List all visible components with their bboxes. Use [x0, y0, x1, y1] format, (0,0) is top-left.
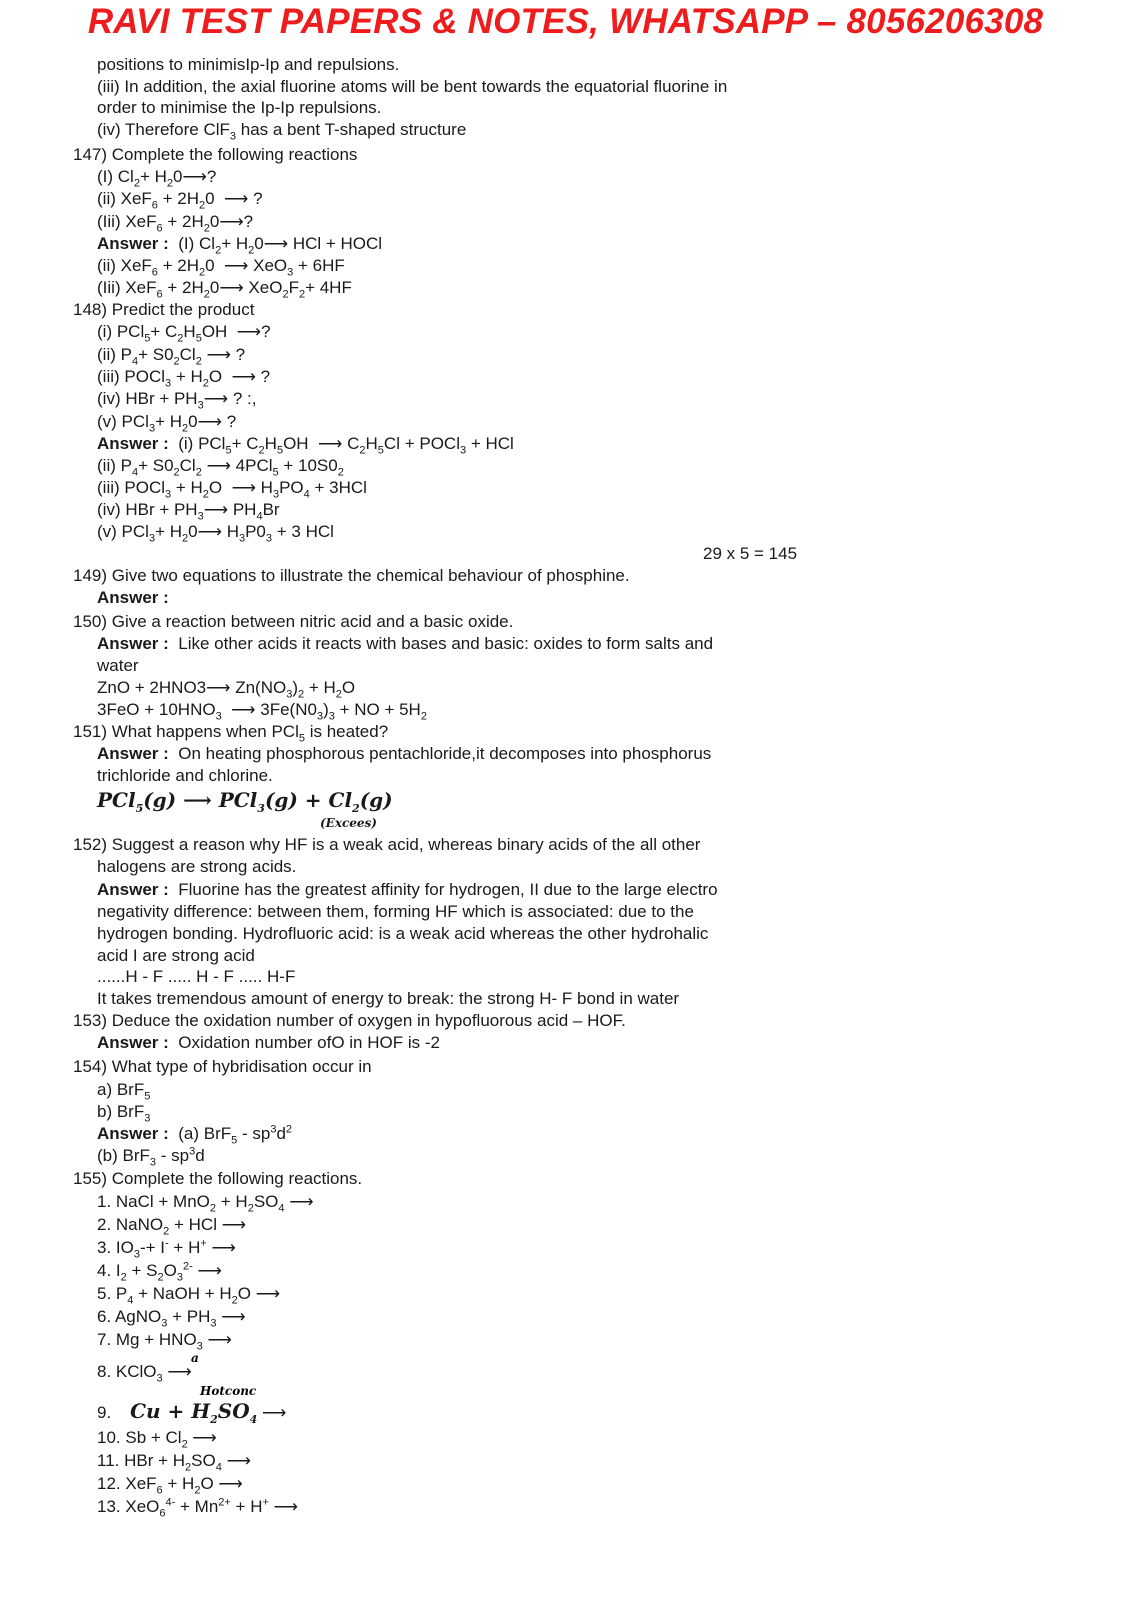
- equation-line: (b) $BrF_3 - sp^3d$: [97, 1145, 205, 1169]
- equation-line: a) BrF$_5$: [97, 1080, 151, 1103]
- text-line: order to minimise the Ip-Ip repulsions.: [97, 98, 382, 117]
- text-line: (iv) Therefore ClF$_3$ has a bent T-shaped structure: [97, 120, 467, 143]
- question-151: 151) What happens when PCl$_5$ is heated?: [73, 722, 389, 745]
- equation-line: (Iii) $XeF_6 + 2H_20⟶$ $XeO_2F_2+ 4HF$: [97, 278, 352, 301]
- equation-line: (i) $PCl_5+ C_2H_5OH$ ⟶?: [97, 322, 271, 345]
- question-148: 148) Predict the product: [73, 300, 255, 319]
- question-155: 155) Complete the following reactions.: [73, 1169, 363, 1188]
- answer-147: Answer : (I) $Cl_2+$ $H_20⟶$ HCl + HOCl: [97, 234, 383, 257]
- text-line: halogens are strong acids.: [97, 857, 297, 876]
- equation-line: 9. $Cu + H_2SO_4$ ⟶: [97, 1399, 287, 1426]
- arrow-condition: Hotconc: [200, 1384, 257, 1398]
- text-line: hydrogen bonding. Hydrofluoric acid: is a weak acid whereas the other hydrohalic: [97, 924, 709, 943]
- equation-line: (ii) $XeF_6 + 2H_20$ ⟶ ?: [97, 189, 263, 212]
- answer-label: Answer :: [97, 588, 169, 607]
- equation-line: $3FeO + 10HNO_3$ ⟶ $3Fe(N0_3)_3$ + NO + $5H_2$: [97, 700, 427, 723]
- equation-line: 13. $XeO_6^{4-} + Mn^{2+} + H^+$ ⟶: [97, 1496, 299, 1520]
- text-line: water: [97, 656, 139, 675]
- answer-150: Answer : Like other acids it reacts with bases and basic: oxides to form salts and: [97, 634, 714, 653]
- equation-line: PCl$_5$(g) ⟶ $PCl_3(g) + Cl_2(g)$: [97, 788, 393, 815]
- equation-line: (ii) $P_4+ S0_2Cl_2$ ⟶ $4PCl_5 + 10S0_2$: [97, 456, 344, 479]
- answer-154: Answer : (a) $BrF_5 - sp^3d^2$: [97, 1123, 293, 1147]
- score-total: 29 x 5 = 145: [703, 544, 798, 563]
- equation-line: 1. NaCl + $MnO_2 + H_2SO_4$ ⟶: [97, 1192, 314, 1215]
- equation-line: 4. $I_2 + S_2O_3^{2-}$ ⟶: [97, 1260, 222, 1284]
- equation-line: (v) $PCl_3+ H_20⟶$ ?: [97, 412, 237, 435]
- equation-line: b) BrF$_3$: [97, 1102, 151, 1125]
- answer-151: Answer : On heating phosphorous pentachloride,it decomposes into phosphorus: [97, 744, 712, 763]
- answer-153: Answer : Oxidation number ofO in HOF is -2: [97, 1033, 440, 1052]
- equation-line: 2. NaNO$_2$ + HCl ⟶: [97, 1215, 247, 1238]
- equation-line: 6. AgNO$_3$ + $PH_3$ ⟶: [97, 1307, 246, 1330]
- equation-line: (ii) $XeF_6 + 2H_20$ ⟶ XeO$_3$ + 6HF: [97, 256, 345, 279]
- question-153: 153) Deduce the oxidation number of oxygen in hypofluorous acid – HOF.: [73, 1011, 626, 1030]
- equation-line: 10. $Sb + Cl_2$ ⟶: [97, 1428, 217, 1451]
- equation-line: (iii) POCl$_3$ + $H_2O$ ⟶ $H_3PO_4 + 3HCl$: [97, 478, 367, 501]
- question-147: 147) Complete the following reactions: [73, 145, 358, 164]
- answer-152: Answer : Fluorine has the greatest affinity for hydrogen, II due to the large electro: [97, 880, 718, 899]
- equation-line: 3. $IO_3-+ I^- + H^+$ ⟶: [97, 1237, 236, 1261]
- equation-line: (v) $PCl_3+ H_20⟶$ $H_3P0_3 + 3$ HCl: [97, 522, 334, 545]
- question-150: 150) Give a reaction between nitric acid and a basic oxide.: [73, 612, 514, 631]
- equation-line: 11. HBr + $H_2SO_4$ ⟶: [97, 1451, 251, 1474]
- text-line: acid I are strong acid: [97, 946, 255, 965]
- equation-note: (Excees): [320, 816, 377, 830]
- equation-line: (I) $Cl_2+$ $H_20⟶$?: [97, 167, 217, 190]
- equation-line: 7. $Mg + HNO_3$ ⟶: [97, 1330, 232, 1353]
- equation-line: (Iii) $XeF_6 + 2H_20⟶$?: [97, 212, 254, 235]
- equation-line: 8. KClO$_3$ ⟶: [97, 1362, 192, 1385]
- text-line: ......H - F ..... H - F ..... H-F: [97, 967, 296, 986]
- question-154: 154) What type of hybridisation occur in: [73, 1057, 372, 1076]
- equation-line: (iii) POCl$_3$ + $H_2O$ ⟶ ?: [97, 367, 271, 390]
- arrow-condition: a: [191, 1351, 199, 1365]
- text-line: positions to minimisIp-Ip and repulsions.: [97, 55, 400, 74]
- equation-line: 12. $XeF_6 + H_2O$ ⟶: [97, 1474, 243, 1497]
- text-line: trichloride and chlorine.: [97, 766, 273, 785]
- equation-line: (ii) $P_4+ S0_2Cl_2$ ⟶ ?: [97, 345, 246, 368]
- page-header: RAVI TEST PAPERS & NOTES, WHATSAPP – 8056206308: [87, 2, 1044, 41]
- text-line: negativity difference: between them, forming HF which is associated: due to the: [97, 902, 694, 921]
- question-152: 152) Suggest a reason why HF is a weak acid, whereas binary acids of the all other: [73, 835, 701, 854]
- text-line: It takes tremendous amount of energy to break: the strong H- F bond in water: [97, 989, 680, 1008]
- equation-line: (iv) HBr + $PH_3⟶$ ? :,: [97, 389, 257, 412]
- answer-148: Answer : (i) $PCl_5+ C_2H_5OH$ ⟶ $C_2H_5Cl$ + POCl$_3$ + HCl: [97, 434, 514, 457]
- equation-line: ZnO + 2HNO3⟶ $Zn(NO_3)_2 + H_2O$: [97, 678, 356, 701]
- equation-line: 5. $P_4$ + NaOH + $H_2O$ ⟶: [97, 1284, 281, 1307]
- question-149: 149) Give two equations to illustrate the chemical behaviour of phosphine.: [73, 566, 630, 585]
- text-line: (iii) In addition, the axial fluorine atoms will be bent towards the equatorial fluorine in: [97, 77, 728, 96]
- equation-line: (iv) HBr + $PH_3⟶$ $PH_4Br$: [97, 500, 280, 523]
